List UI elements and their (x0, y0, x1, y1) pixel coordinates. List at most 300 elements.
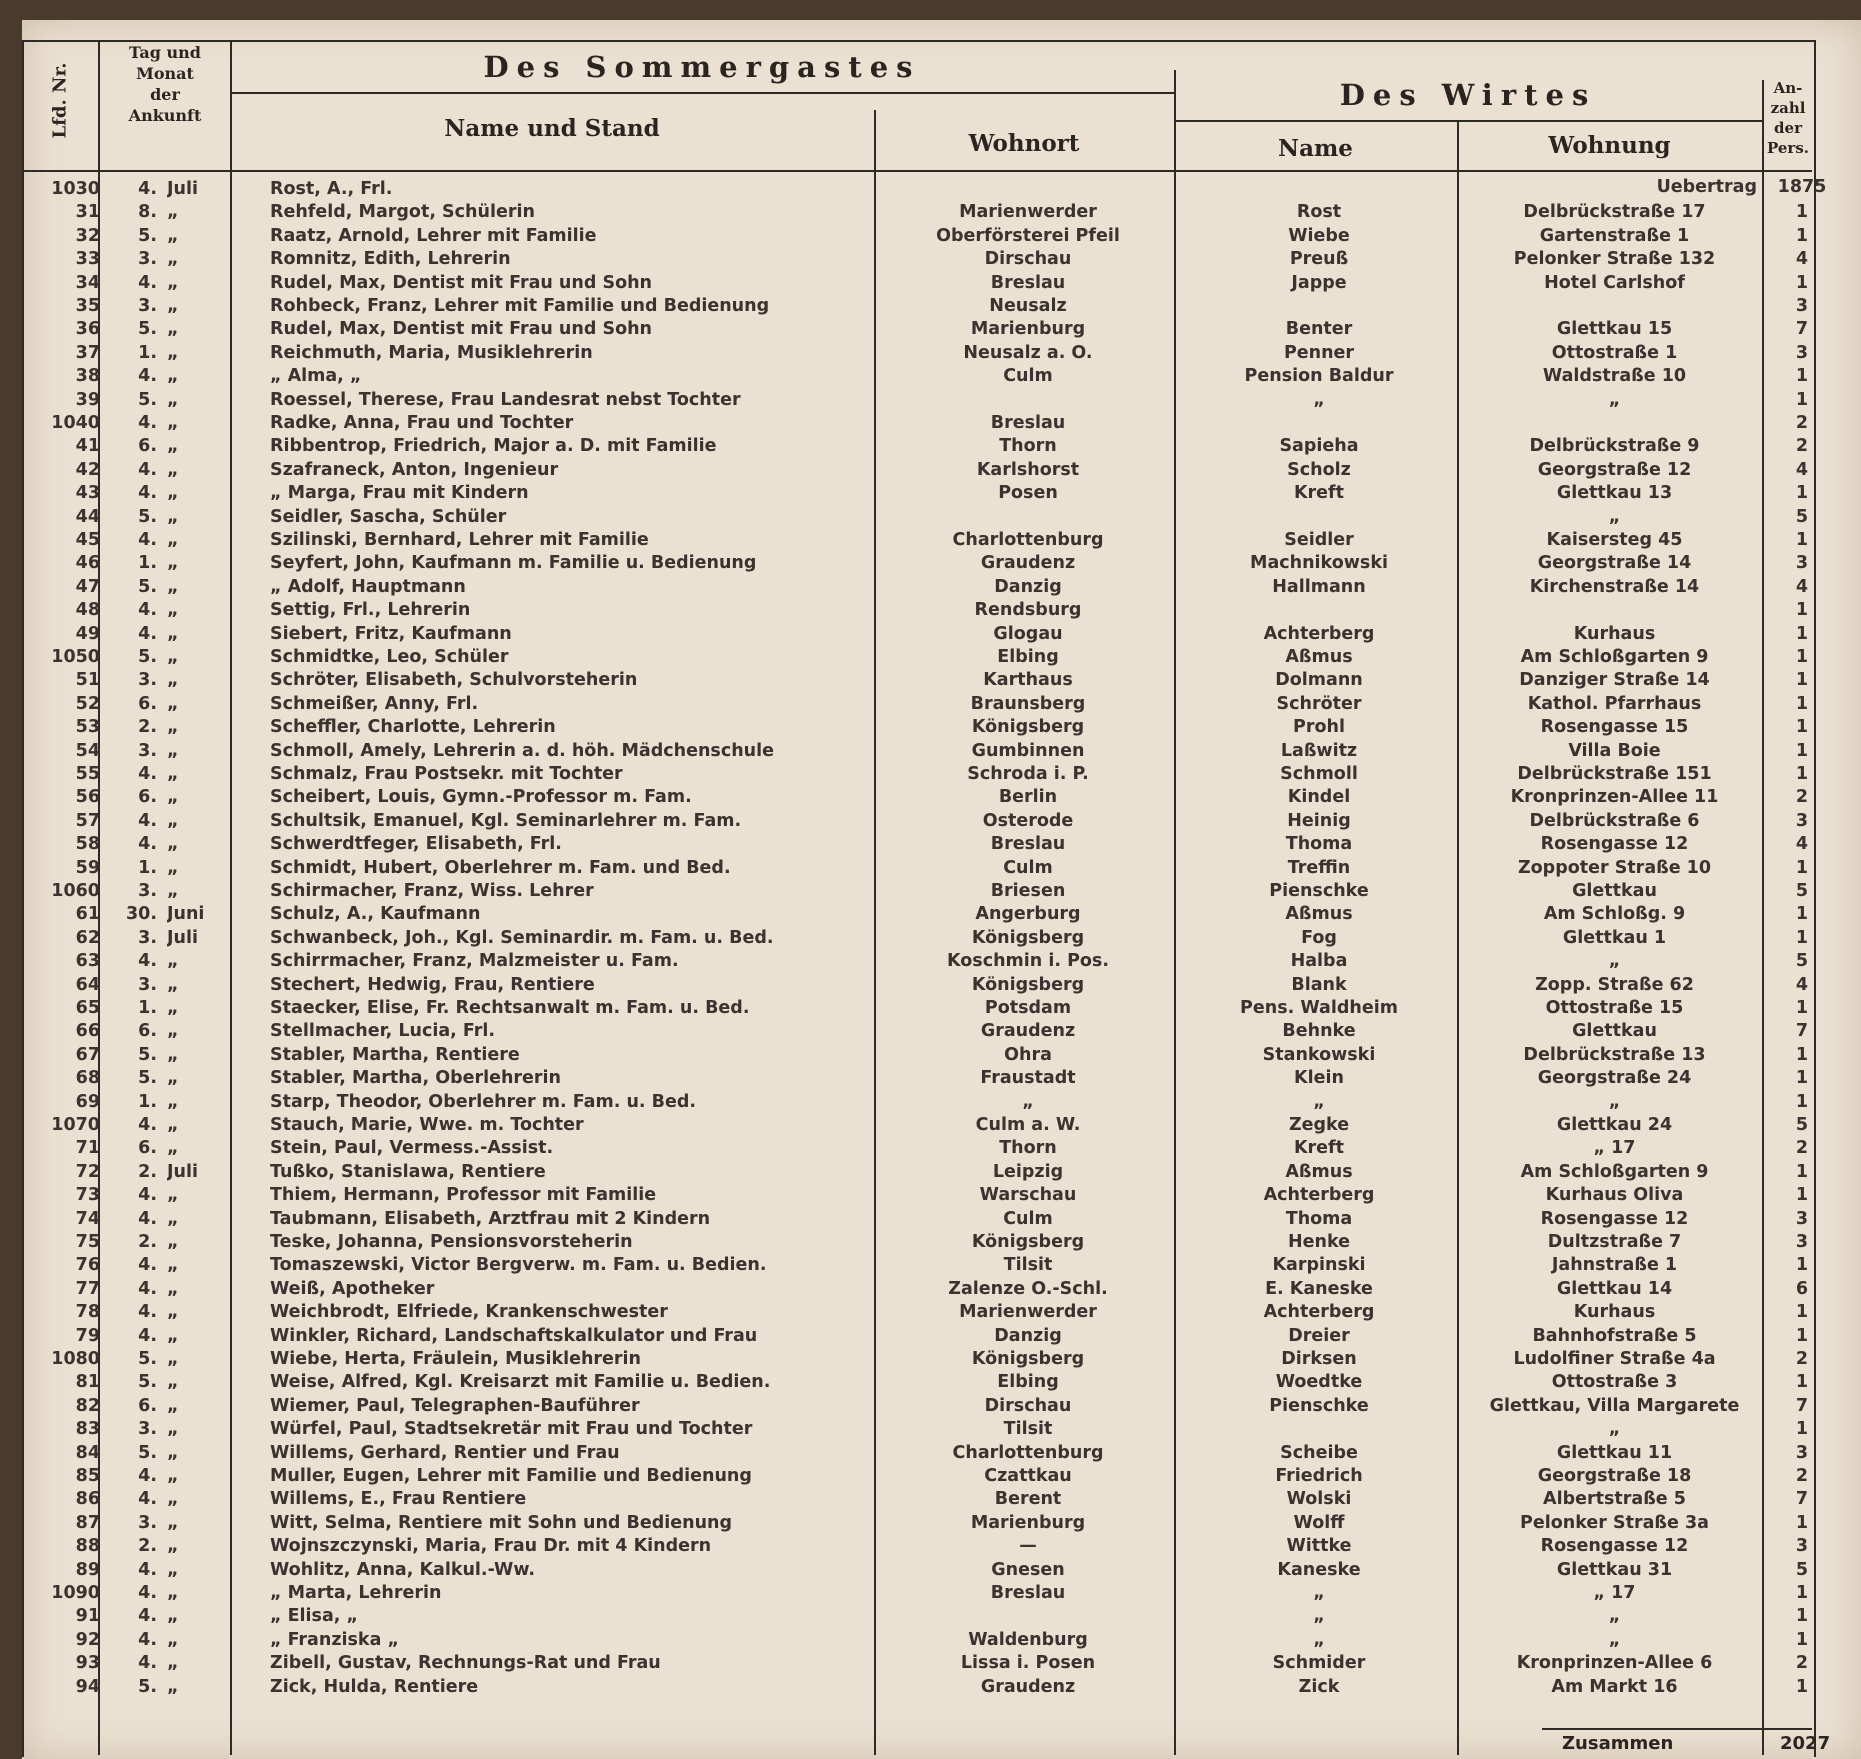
arrival-day: 4. (138, 1583, 157, 1603)
header-rule-guest (230, 92, 1174, 94)
arrival-month: „ (167, 202, 179, 223)
host-name: Treffin (1287, 857, 1351, 878)
host-address: Gartenstraße 1 (1539, 225, 1690, 246)
arrival-month: Juni (167, 904, 205, 925)
host-address: Ottostraße 15 (1545, 998, 1684, 1018)
host-name: Halba (1290, 951, 1348, 972)
entry-number: 94 (75, 1676, 100, 1697)
host-address: Bahnhofstraße 5 (1532, 1325, 1697, 1346)
arrival-day: 4. (138, 459, 157, 480)
arrival-day: 4. (138, 1208, 157, 1229)
arrival-day: 2. (138, 717, 157, 738)
guest-residence: Posen (998, 483, 1058, 504)
guest-residence: Culm (1003, 857, 1053, 878)
table-row (22, 927, 1812, 950)
arrival-month: „ (167, 1255, 179, 1276)
arrival-day: 5. (138, 389, 157, 410)
guest-residence: Gumbinnen (971, 740, 1085, 761)
guest-name: Weise, Alfred, Kgl. Kreisarzt mit Familie u. Bedien. (270, 1372, 771, 1393)
guest-name: Stein, Paul, Vermess.-Assist. (270, 1138, 554, 1159)
table-row (22, 623, 1812, 646)
host-name: E. Kaneske (1265, 1278, 1373, 1299)
arrival-month: „ (167, 1512, 179, 1533)
entry-number: 55 (75, 764, 100, 784)
table-row (22, 669, 1812, 692)
table-row (22, 1582, 1812, 1605)
arrival-day: 5. (138, 576, 157, 597)
arrival-day: 3. (138, 881, 157, 901)
host-address: Kurhaus Oliva (1545, 1185, 1684, 1206)
host-name: Pienschke (1269, 1395, 1369, 1416)
guest-residence: Karthaus (983, 670, 1073, 691)
arrival-month: „ (167, 1419, 179, 1440)
entry-number: 91 (75, 1606, 100, 1627)
arrival-month: Juli (167, 179, 198, 199)
table-row (22, 389, 1812, 412)
host-address: Rosengasse 12 (1540, 834, 1689, 855)
arrival-month: „ (167, 1466, 179, 1486)
guest-residence: Lissa i. Posen (960, 1653, 1096, 1674)
entry-number: 84 (75, 1442, 100, 1463)
guest-name: Stabler, Martha, Oberlehrerin (270, 1068, 562, 1089)
host-address: „ (1608, 389, 1621, 410)
arrival-month: „ (167, 553, 179, 574)
host-address: Am Schloßgarten 9 (1520, 647, 1709, 667)
arrival-month: „ (167, 506, 179, 527)
header-nr: Lfd. Nr. (49, 62, 71, 139)
arrival-month: „ (167, 1489, 179, 1510)
host-name: Friedrich (1275, 1466, 1363, 1486)
host-address: Delbrückstraße 13 (1523, 1044, 1706, 1065)
host-address: Kaisersteg 45 (1546, 530, 1683, 550)
entry-number: 49 (75, 623, 100, 644)
host-address (1462, 178, 1767, 201)
table-row (22, 1676, 1812, 1699)
arrival-month: „ (167, 389, 179, 410)
host-name: Stankowski (1262, 1044, 1376, 1065)
host-address: Delbrückstraße 151 (1517, 764, 1712, 784)
arrival-month: „ (167, 225, 179, 246)
arrival-day: 1. (138, 998, 157, 1018)
arrival-month: „ (167, 1302, 179, 1323)
entry-number: 34 (75, 272, 100, 293)
entry-number: 66 (75, 1021, 100, 1042)
entry-number: 85 (75, 1466, 100, 1486)
host-address: Ottostraße 1 (1551, 342, 1678, 363)
arrival-month: „ (167, 576, 179, 597)
person-count: 3 (1795, 296, 1809, 316)
arrival-month: „ (167, 436, 179, 457)
host-address: Rosengasse 15 (1540, 717, 1689, 738)
guest-name: Tomaszewski, Victor Bergverw. m. Fam. u. Bedien. (270, 1255, 767, 1276)
guest-name: Rost, A., Frl. (270, 179, 393, 199)
arrival-month: „ (167, 319, 179, 340)
entry-number: 41 (75, 436, 100, 457)
person-count: 4 (1795, 249, 1809, 270)
person-count: 7 (1795, 1021, 1809, 1042)
guest-name: Zibell, Gustav, Rechnungs-Rat und Frau (270, 1653, 661, 1674)
entry-number: 53 (75, 717, 100, 738)
arrival-day: 6. (138, 436, 157, 457)
guest-residence: Oberförsterei Pfeil (936, 225, 1120, 246)
arrival-day: 4. (138, 366, 157, 387)
guest-name: Zick, Hulda, Rentiere (270, 1676, 479, 1697)
guest-name: Schwanbeck, Joh., Kgl. Seminardir. m. Fam. u. Bed. (270, 927, 774, 948)
guest-residence: Neusalz a. O. (963, 342, 1093, 363)
header-host-name: Name (1278, 135, 1353, 162)
header-date-line2: Monat (136, 64, 194, 83)
person-count: 3 (1795, 1232, 1809, 1252)
arrival-day: 4. (138, 1653, 157, 1674)
host-address: Glettkau 24 (1556, 1115, 1673, 1135)
arrival-day: 5. (138, 225, 157, 246)
arrival-month: „ (167, 623, 179, 644)
table-row (22, 716, 1812, 739)
table-row (22, 1512, 1812, 1535)
person-count: 1 (1795, 530, 1809, 550)
table-row (22, 950, 1812, 973)
guest-residence: Breslau (990, 272, 1066, 293)
person-count: 5 (1795, 1559, 1809, 1580)
guest-name: Schmidtke, Leo, Schüler (270, 647, 509, 667)
header-rule-host (1174, 120, 1762, 122)
host-address: Glettkau 13 (1556, 483, 1673, 504)
arrival-day: 4. (138, 600, 157, 621)
arrival-month: „ (167, 1044, 179, 1065)
person-count: 1 (1795, 1302, 1809, 1323)
entry-number: 61 (75, 904, 100, 925)
entry-number: 33 (75, 249, 100, 270)
host-address: Ottostraße 3 (1551, 1372, 1678, 1393)
person-count: 5 (1795, 1115, 1809, 1135)
host-name: Klein (1294, 1068, 1344, 1089)
table-row (22, 342, 1812, 365)
entry-number: 73 (75, 1185, 100, 1206)
table-row (22, 459, 1812, 482)
guest-name: Muller, Eugen, Lehrer mit Familie und Bedienung (270, 1466, 752, 1486)
entry-number: 83 (75, 1419, 100, 1440)
arrival-day: 5. (138, 647, 157, 667)
guest-name: Schirmacher, Franz, Wiss. Lehrer (270, 881, 594, 901)
guest-name: Teske, Johanna, Pensionsvorsteherin (270, 1232, 633, 1252)
person-count: 1 (1795, 1676, 1809, 1697)
table-row (22, 272, 1812, 295)
host-name: Pension Baldur (1244, 366, 1394, 387)
host-address: Jahnstraße 1 (1551, 1255, 1678, 1276)
entry-number: 77 (75, 1278, 100, 1299)
guest-residence: Waldenburg (968, 1629, 1088, 1650)
guest-name: Seyfert, John, Kaufmann m. Familie u. Bedienung (270, 553, 757, 574)
entry-number: 57 (75, 810, 100, 831)
entry-number: 32 (75, 225, 100, 246)
guest-name: Settig, Frl., Lehrerin (270, 600, 471, 621)
table-row (22, 740, 1812, 763)
guest-name: „ Elisa, „ (270, 1606, 359, 1627)
host-address: Ludolfiner Straße 4a (1513, 1349, 1716, 1369)
guest-residence: Warschau (979, 1185, 1077, 1206)
table-row (22, 435, 1812, 458)
host-name: Zick (1298, 1676, 1340, 1697)
host-address: Glettkau (1572, 881, 1657, 901)
table-row (22, 1395, 1812, 1418)
guest-name: Romnitz, Edith, Lehrerin (270, 249, 511, 270)
entry-number: 1060 (51, 881, 100, 901)
guest-name: Rudel, Max, Dentist mit Frau und Sohn (270, 272, 653, 293)
host-name: Kreft (1293, 483, 1345, 504)
arrival-month: „ (167, 1349, 179, 1369)
guest-residence: Königsberg (971, 927, 1085, 948)
arrival-day: 2. (138, 1536, 157, 1557)
arrival-month: „ (167, 1325, 179, 1346)
host-name: Kindel (1287, 787, 1351, 808)
entry-number: 47 (75, 576, 100, 597)
arrival-month: „ (167, 787, 179, 808)
entry-number: 1030 (51, 179, 100, 199)
guest-residence: Neusalz (989, 296, 1067, 316)
person-count: 1 (1795, 1372, 1809, 1393)
person-count: 4 (1795, 576, 1809, 597)
guest-residence: Karlshorst (976, 459, 1080, 480)
person-count: 3 (1795, 1442, 1809, 1463)
arrival-day: 5. (138, 319, 157, 340)
header-guest-group: Des Sommergastes (483, 50, 921, 84)
person-count: 1 (1795, 998, 1809, 1018)
person-count: 1 (1795, 1091, 1809, 1112)
table-row (22, 1091, 1812, 1114)
guest-residence: Potsdam (984, 998, 1072, 1018)
guest-name: Starp, Theodor, Oberlehrer m. Fam. u. Bed. (270, 1091, 697, 1112)
guest-residence: Dirschau (984, 249, 1072, 270)
arrival-month: „ (167, 998, 179, 1018)
entry-number: 44 (75, 506, 100, 527)
arrival-month: „ (167, 693, 179, 714)
table-row (22, 412, 1812, 435)
arrival-month: „ (167, 366, 179, 387)
guest-name: Wiemer, Paul, Telegraphen-Bauführer (270, 1395, 640, 1416)
entry-number: 37 (75, 342, 100, 363)
host-name: Pienschke (1269, 881, 1369, 901)
guest-name: Seidler, Sascha, Schüler (270, 506, 507, 527)
host-name: Zegke (1288, 1115, 1350, 1135)
host-address (1462, 295, 1767, 318)
table-row (22, 1488, 1812, 1511)
arrival-month: „ (167, 1559, 179, 1580)
host-name: Wittke (1286, 1536, 1352, 1557)
entry-number: 69 (75, 1091, 100, 1112)
host-address: Am Schloßgarten 9 (1520, 1161, 1709, 1182)
guest-name: Schwerdtfeger, Elisabeth, Frl. (270, 834, 562, 855)
entry-number: 52 (75, 693, 100, 714)
host-address: Pelonker Straße 132 (1513, 249, 1716, 270)
table-row (22, 365, 1812, 388)
guest-residence: Marienburg (970, 1512, 1086, 1533)
host-name: Thoma (1285, 1208, 1353, 1229)
person-count: 1 (1795, 202, 1809, 223)
entry-number: 42 (75, 459, 100, 480)
host-name: Schmider (1272, 1653, 1366, 1674)
person-count: 2 (1795, 1466, 1809, 1486)
guest-name: Willems, E., Frau Rentiere (270, 1489, 527, 1510)
guest-residence: „ (1022, 1091, 1034, 1112)
guest-residence: Graudenz (980, 1676, 1076, 1697)
person-count: 4 (1795, 974, 1809, 995)
person-count (1772, 178, 1832, 201)
person-count: 1 (1795, 1044, 1809, 1065)
host-name: Aßmus (1285, 1161, 1353, 1182)
guest-name: Reichmuth, Maria, Musiklehrerin (270, 342, 593, 363)
person-count: 3 (1795, 1208, 1809, 1229)
person-count: 1 (1795, 366, 1809, 387)
header-anzahl-line1: An- (1773, 79, 1803, 97)
person-count: 1 (1795, 857, 1809, 878)
arrival-day: 3. (138, 296, 157, 316)
guest-name: Siebert, Fritz, Kaufmann (270, 623, 512, 644)
person-count: 1 (1795, 1583, 1809, 1603)
person-count: 6 (1795, 1278, 1809, 1299)
person-count: 1 (1795, 927, 1809, 948)
entry-number: 56 (75, 787, 100, 808)
person-count: 1 (1795, 647, 1809, 667)
entry-number: 31 (75, 202, 100, 223)
table-row (22, 810, 1812, 833)
entry-number: 88 (75, 1536, 100, 1557)
host-address: Glettkau, Villa Margarete (1489, 1395, 1740, 1416)
arrival-month: „ (167, 1676, 179, 1697)
guest-residence: Graudenz (980, 553, 1076, 574)
guest-residence: Charlottenburg (952, 1442, 1104, 1463)
table-row (22, 1348, 1812, 1371)
header-anzahl-line4: Pers. (1767, 139, 1809, 157)
arrival-month: „ (167, 1372, 179, 1393)
table-row (22, 1254, 1812, 1277)
entry-number: 76 (75, 1255, 100, 1276)
arrival-day: 30. (125, 904, 157, 925)
entry-number: 71 (75, 1138, 100, 1159)
host-name: Achterberg (1263, 1302, 1375, 1323)
arrival-day: 5. (138, 1372, 157, 1393)
person-count: 1 (1795, 1161, 1809, 1182)
arrival-month: „ (167, 1185, 179, 1206)
table-row (22, 1465, 1812, 1488)
person-count: 1 (1795, 740, 1809, 761)
host-address: Glettkau 15 (1556, 319, 1673, 340)
guest-name: Schultsik, Emanuel, Kgl. Seminarlehrer m. Fam. (270, 810, 742, 831)
person-count: 2 (1795, 1349, 1809, 1369)
header-date-line4: Ankunft (128, 106, 202, 125)
host-name: Fog (1301, 927, 1337, 948)
host-address: „ (1608, 506, 1621, 527)
guest-name: Weichbrodt, Elfriede, Krankenschwester (270, 1302, 668, 1323)
table-row (22, 974, 1812, 997)
entry-number: 72 (75, 1161, 100, 1182)
host-name: Seidler (1284, 530, 1354, 550)
arrival-day: 4. (138, 1255, 157, 1276)
arrival-day: 4. (138, 530, 157, 550)
host-name: Schröter (1276, 693, 1362, 714)
guest-residence (882, 389, 1174, 412)
arrival-day: 6. (138, 1021, 157, 1042)
guest-residence: Rendsburg (974, 600, 1082, 621)
person-count: 1 (1795, 1419, 1809, 1440)
arrival-month: „ (167, 483, 179, 504)
footer-rule (1542, 1728, 1812, 1730)
arrival-day: 6. (138, 1395, 157, 1416)
person-count: 3 (1795, 1536, 1809, 1557)
total-value: 2027 (1780, 1733, 1831, 1754)
arrival-day: 4. (138, 1278, 157, 1299)
host-name: Penner (1283, 342, 1355, 363)
host-name: Kaneske (1277, 1559, 1361, 1580)
person-count: 1 (1795, 272, 1809, 293)
table-row (22, 1535, 1812, 1558)
host-address: Kronprinzen-Allee 11 (1510, 787, 1719, 808)
guest-name: Stellmacher, Lucia, Frl. (270, 1021, 496, 1042)
person-count: 1 (1795, 693, 1809, 714)
host-name: Scheibe (1280, 1442, 1358, 1463)
entry-number: 39 (75, 389, 100, 410)
person-count: 1 (1795, 764, 1809, 784)
header-host-group: Des Wirtes (1339, 78, 1597, 112)
arrival-month: „ (167, 974, 179, 995)
guest-residence: Elbing (997, 1372, 1059, 1393)
host-name: Achterberg (1263, 1185, 1375, 1206)
table-row (22, 552, 1812, 575)
header-anzahl-line2: zahl (1770, 99, 1806, 117)
guest-residence: Charlottenburg (952, 530, 1104, 550)
entry-number: 1050 (51, 647, 100, 667)
arrival-day: 1. (138, 553, 157, 574)
arrival-day: 3. (138, 670, 157, 691)
arrival-day: 4. (138, 1629, 157, 1650)
host-address: „ 17 (1593, 1583, 1636, 1603)
guest-residence (882, 1605, 1174, 1628)
host-name: Wolff (1293, 1512, 1345, 1533)
table-row (22, 857, 1812, 880)
host-address: „ (1608, 1629, 1621, 1650)
guest-name: „ Adolf, Hauptmann (270, 576, 466, 597)
guest-residence: Tilsit (1003, 1419, 1053, 1440)
guest-residence: Danzig (994, 576, 1062, 597)
host-name: Dreier (1288, 1325, 1350, 1346)
guest-name: Rudel, Max, Dentist mit Frau und Sohn (270, 319, 653, 340)
guest-name: Weiß, Apotheker (270, 1278, 435, 1299)
guest-name: Stechert, Hedwig, Frau, Rentiere (270, 974, 595, 995)
guest-residence: Danzig (994, 1325, 1062, 1346)
guest-residence: Breslau (990, 413, 1066, 433)
table-row (22, 903, 1812, 926)
arrival-day: 5. (138, 1442, 157, 1463)
arrival-month: „ (167, 740, 179, 761)
guest-residence: Culm (1003, 366, 1053, 387)
table-row (22, 201, 1812, 224)
header-date (102, 42, 228, 126)
arrival-month: „ (167, 1606, 179, 1627)
guest-residence: Marienburg (970, 319, 1086, 340)
guest-residence: Schroda i. P. (967, 764, 1089, 784)
host-name (1184, 295, 1454, 318)
host-name: Benter (1285, 319, 1353, 340)
host-name (1184, 412, 1454, 435)
table-row (22, 1044, 1812, 1067)
host-address: Glettkau (1572, 1021, 1657, 1042)
entry-number: 86 (75, 1489, 100, 1510)
arrival-day: 4. (138, 951, 157, 972)
arrival-month: „ (167, 459, 179, 480)
entry-number: 35 (75, 296, 100, 316)
person-count: 1 (1795, 904, 1809, 925)
host-address: „ (1608, 1419, 1621, 1440)
table-row (22, 1605, 1812, 1628)
